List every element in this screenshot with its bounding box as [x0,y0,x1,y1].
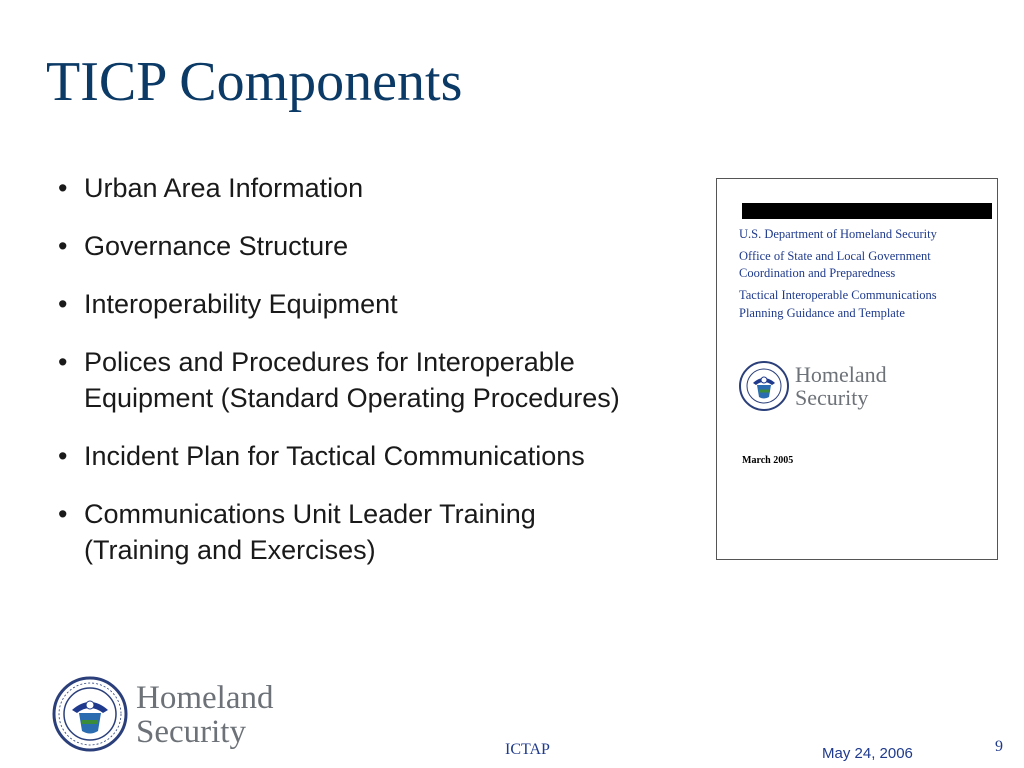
dhs-seal-icon [52,676,128,752]
footer-brand-homeland: Homeland [136,680,274,716]
page-title: TICP Components [46,51,463,113]
doc-office: Office of State and Local Government [739,249,931,263]
list-item [56,286,716,322]
doc-homeland-security-logo [739,361,939,417]
bullet-text: Urban Area Information [84,173,364,203]
bullet-list [56,170,716,590]
bullet-text: Communications Unit Leader Training [84,499,536,529]
doc-office-cont: Coordination and Preparedness [739,266,896,280]
list-item [56,438,716,474]
dhs-seal-icon [739,361,789,411]
footer-date: May 24, 2006 [822,745,913,762]
list-item [56,496,716,568]
list-item [56,170,716,206]
doc-brand-homeland: Homeland [795,362,887,387]
bullet-text: Polices and Procedures for Interoperable [84,347,575,377]
bullet-text-cont: (Training and Exercises) [84,535,376,565]
bullet-text-cont: Equipment (Standard Operating Procedures) [84,383,620,413]
footer-center-text: ICTAP [505,741,550,758]
bullet-text: Incident Plan for Tactical Communications [84,441,585,471]
doc-date: March 2005 [742,455,794,466]
bullet-text: Governance Structure [84,231,349,261]
footer-brand-security: Security [136,714,246,750]
doc-title: Tactical Interoperable Communications [739,288,937,302]
doc-department: U.S. Department of Homeland Security [739,227,937,241]
bullet-text: Interoperability Equipment [84,289,398,319]
document-cover-image [716,178,998,560]
document-header-bar [742,203,992,219]
doc-brand-security: Security [795,385,869,410]
doc-title-cont: Planning Guidance and Template [739,306,905,320]
footer-logo [52,676,312,756]
list-item [56,228,716,264]
list-item [56,344,716,416]
page-number: 9 [995,738,1003,755]
